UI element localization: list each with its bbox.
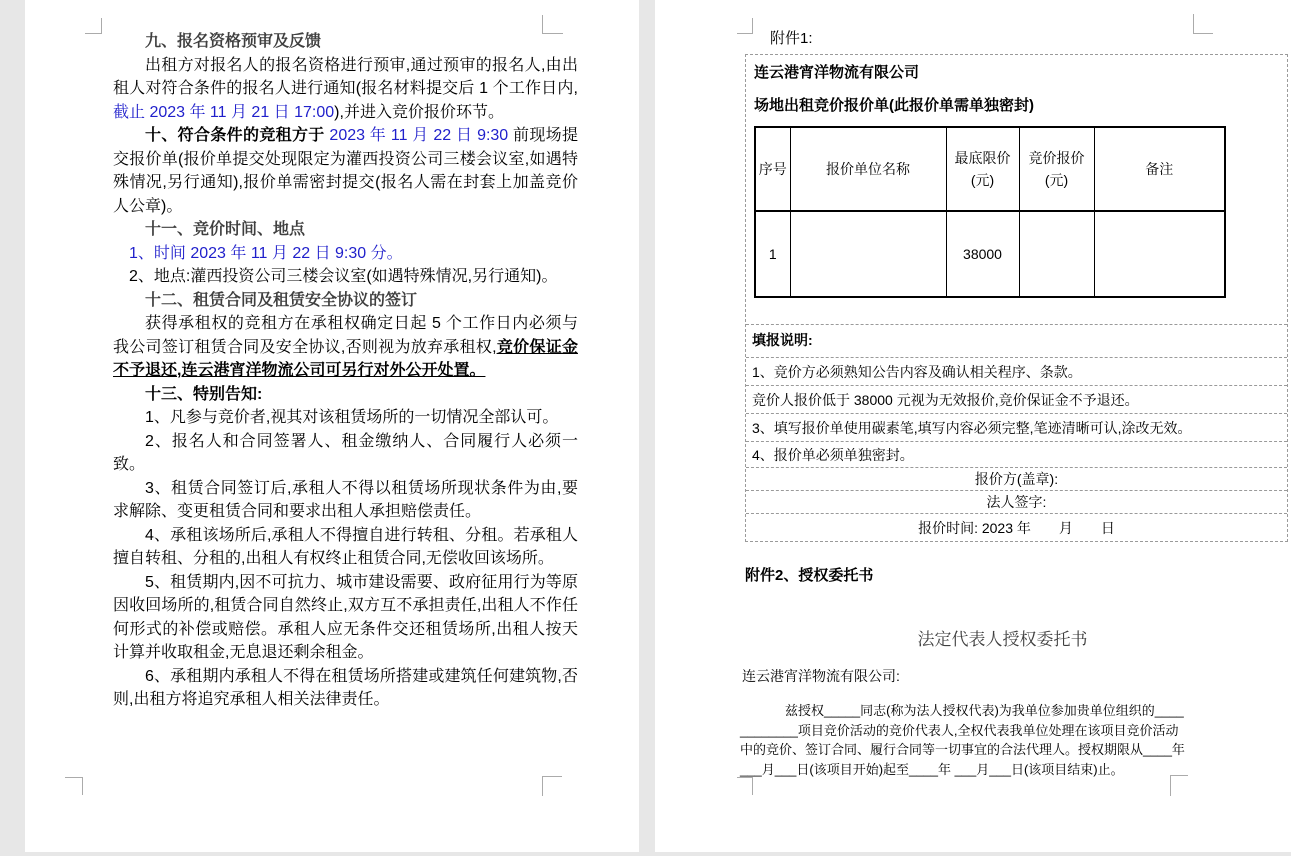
instructions-title: 填报说明: — [746, 324, 1287, 357]
bid-location-line: 2、地点:灌西投资公司三楼会议室(如遇特殊情况,另行通知)。 — [129, 268, 558, 285]
section-13-heading: 十三、特别告知: — [145, 385, 263, 403]
notice-item-1: 1、凡参与竞价者,视其对该租赁场所的一切情况全部认可。 — [145, 409, 559, 426]
submission-date: 2023 年 11 月 22 日 9:30 — [329, 127, 513, 144]
power-of-attorney-body: 兹授权_____同志(称为法人授权代表)为我单位参加贵单位组织的____________项目竞价活动的竞价代表人,全权代表我单位处理在该项目竞价活动中的竞价、签订合同、履行合同等一切事宜的合法代理人。授权期限从____年___月___日(该项目开始)起至____年 ___月___日(该项目结束)止。 — [740, 703, 1185, 777]
instruction-3: 3、填写报价单使用碳素笔,填写内容必须完整,笔迹清晰可认,涂改无效。 — [746, 413, 1287, 441]
company-name-title: 连云港宵洋物流有限公司 — [754, 64, 920, 81]
page-1-text — [113, 30, 578, 712]
bid-quotation-form — [745, 54, 1288, 542]
bid-time-line: 1、时间 2023 年 11 月 22 日 9:30 分。 — [129, 244, 403, 262]
table-header-row — [755, 127, 1225, 211]
quotation-date-line: 报价时间: 2023 年 月 日 — [746, 513, 1287, 541]
clause-12-paragraph — [113, 312, 578, 383]
bid-quotation-table — [754, 126, 1226, 298]
header-bidder-name: 报价单位名称 — [790, 127, 946, 211]
section-10-heading: 十、符合条件的竞租方于 — [145, 127, 330, 144]
quotation-form-title: 场地出租竞价报价单(此报价单需单独密封) — [754, 97, 1034, 114]
header-bid-price: 竞价报价(元) — [1019, 127, 1094, 211]
clause-12-text: 获得承租权的竞租方在承租权确定日起 5 个工作日内必须与我公司签订租赁合同及安全协议,否则视为放弃承租权, — [113, 315, 578, 356]
clause-9-text-2: ),并进入竞价报价环节。 — [334, 103, 504, 121]
cell-min-price: 38000 — [946, 211, 1019, 297]
notice-item-6: 6、承租期内承租人不得在租赁场所搭建或建筑任何建筑物,否则,出租方将追究承租人相关法律责任。 — [113, 667, 578, 708]
cell-bid-price[interactable] — [1019, 211, 1094, 297]
clause-9-text-1: 出租方对报名人的报名资格进行预审,通过预审的报名人,由出租人对符合条件的报名人进行通知(报名材料提交后 1 个工作日内, — [113, 56, 578, 97]
legal-signature-line: 法人签字: — [746, 490, 1287, 513]
notice-item-4: 4、承租该场所后,承租人不得擅自进行转租、分租。若承租人擅自转租、分租的,出租人有权终止租赁合同,无偿收回该场所。 — [113, 526, 578, 567]
margin-corner-mark — [737, 18, 753, 34]
instruction-2: 竞价人报价低于 38000 元视为无效报价,竞价保证金不予退还。 — [746, 385, 1287, 413]
clause-10-text: 前现场提交报价单(报价单提交处现限定为灌西投资公司三楼会议室,如遇特殊情况,另行通知),报价单需密封提交(报名人需在封套上加盖竞价人公章)。 — [113, 127, 578, 215]
notice-item-3: 3、租赁合同签订后,承租人不得以租赁场所现状条件为由,要求解除、变更租赁合同和要求出租人承担赔偿责任。 — [113, 479, 578, 520]
header-remarks: 备注 — [1094, 127, 1225, 211]
bidder-seal-line: 报价方(盖章): — [746, 467, 1287, 490]
clause-9-paragraph — [113, 54, 578, 125]
header-serial-no: 序号 — [755, 127, 790, 211]
margin-corner-mark — [85, 18, 102, 34]
cell-serial-no: 1 — [755, 211, 790, 297]
instruction-1: 1、竞价方必须熟知公告内容及确认相关程序、条款。 — [746, 357, 1287, 385]
margin-corner-mark — [542, 15, 563, 34]
margin-corner-mark — [1193, 14, 1213, 34]
section-9-heading: 九、报名资格预审及反馈 — [145, 33, 322, 50]
attachment-1-label: 附件1: — [770, 30, 813, 47]
instruction-4: 4、报价单必须单独密封。 — [746, 441, 1287, 467]
page-1 — [25, 0, 639, 852]
deposit-warning-text: 竞价保证金不予退还,连云港宵洋物流公司可另行对外公开处置。 — [113, 338, 578, 379]
clause-10-paragraph — [113, 124, 578, 218]
section-11-heading: 十一、竞价时间、地点 — [145, 221, 306, 238]
margin-corner-mark — [542, 776, 562, 796]
notice-item-5: 5、租赁期内,因不可抗力、城市建设需要、政府征用行为等原因收回场所的,租赁合同自然终止,双方互不承担责任,出租人不作任何形式的补偿或赔偿。承租人应无条件交还租赁场所,出租人按天计算并收取租金,无息退还剩余租金。 — [113, 573, 578, 661]
margin-corner-mark — [737, 777, 753, 795]
power-of-attorney-addressee: 连云港宵洋物流有限公司: — [742, 668, 900, 684]
header-min-price: 最底限价(元) — [946, 127, 1019, 211]
margin-corner-mark — [65, 777, 83, 795]
notice-item-2: 2、报名人和合同签署人、租金缴纳人、合同履行人必须一致。 — [113, 432, 578, 473]
section-12-heading: 十二、租赁合同及租赁安全协议的签订 — [145, 291, 418, 309]
attachment-2-title: 附件2、授权委托书 — [745, 567, 874, 584]
deadline-date: 截止 2023 年 11 月 21 日 17:00 — [113, 103, 335, 121]
filling-instructions — [746, 324, 1287, 541]
margin-corner-mark — [1170, 775, 1188, 796]
power-of-attorney-title: 法定代表人授权委托书 — [917, 630, 1088, 649]
cell-bidder-name[interactable] — [790, 211, 946, 297]
cell-remarks[interactable] — [1094, 211, 1225, 297]
table-row — [755, 211, 1225, 297]
